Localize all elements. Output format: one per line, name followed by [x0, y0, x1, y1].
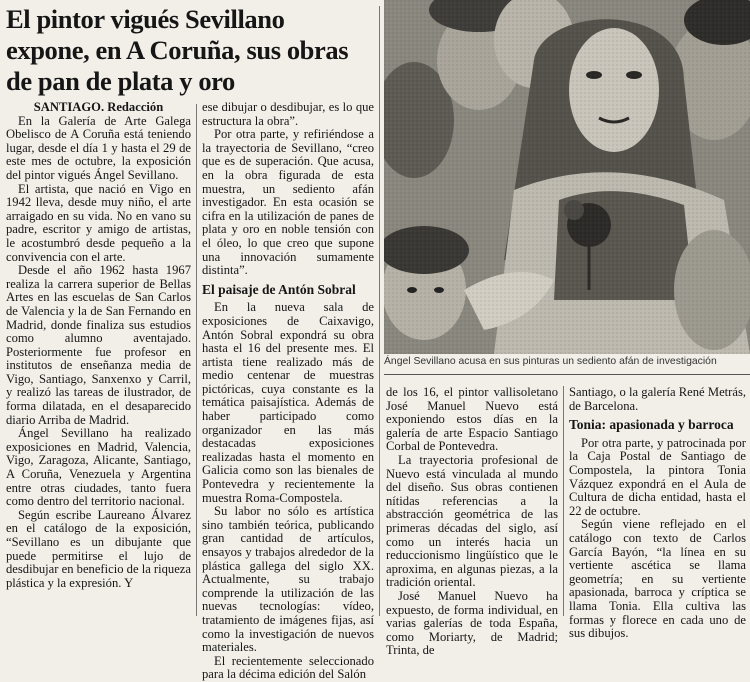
- paragraph: de los 16, el pintor vallisoletano José Manuel Nuevo está exponiendo estos días en la galería de arte Espacio Santiago Corbal de Pontevedra.: [386, 385, 558, 454]
- photo-caption: Ángel Sevillano acusa en sus pinturas un sediento afán de investigación: [384, 356, 717, 367]
- paragraph: Santiago, o la galería René Metrás, de Barcelona.: [569, 385, 746, 413]
- paragraph: Según escribe Laureano Álvarez en el catálogo de la exposición, “Sevillano es un dibujante que puede permitirse el lujo de desdibujar en beneficio de la riqueza plástica y la expresión. Y: [6, 507, 191, 590]
- paragraph: Ángel Sevillano ha realizado exposiciones en Madrid, Valencia, Vigo, Zaragoza, Alicante, Santiago, A Coruña, Venezuela y Argentina entre otras ciudades, tanto fuera como dentro del territorio nacional.: [6, 426, 191, 509]
- column-4: [569, 386, 746, 641]
- paragraph: El recientemente seleccionado para la décima edición del Salón: [202, 653, 374, 682]
- column-2: [202, 101, 374, 682]
- paragraph: José Manuel Nuevo ha expuesto, de forma individual, en varias galerías de toda España, como Moriarty, de Madrid; Trinta, de: [386, 588, 558, 658]
- paragraph: En la nueva sala de exposiciones de Caixavigo, Antón Sobral expondrá su obra hasta el 16 del presente mes. El artista tiene realizado más de medio centenar de muestras pictóricas, cuya constante es la temática paisajística. Además de haber participado como organizador en las más destacadas exposiciones realizadas hasta el momento en Galicia como son las bienales de Pontevedra y recientemente la muestra Roma-Compostela.: [202, 300, 374, 505]
- column-3: [386, 386, 558, 658]
- subheading: El paisaje de Antón Sobral: [202, 281, 356, 297]
- headline: El pintor vigués Sevillano expone, en A Coruña, sus obras de pan de plata y oro: [6, 4, 349, 96]
- paragraph: Desde el año 1962 hasta 1967 realiza la carrera superior de Bellas Artes en las escuelas de San Carlos de Valencia y la de San Fernando en Madrid, donde finaliza sus estudios como alumno aventajado. Posteriormente fue profesor en institutos de enseñanza media de Vigo, Santiago, Sanxenxo y Carril, y realizó las tareas de ilustrador, de forma dilatada, en el desaparecido diario Arriba de Madrid.: [6, 263, 191, 427]
- photo-rule: [384, 374, 750, 375]
- paragraph: Según viene reflejado en el catálogo con texto de Carlos García Bayón, “la línea en su vertiente ascética se llama geometría; en su vertiente apasionada, barroca y críptica se llama Tonia. Ella cultiva las formas y florece en cada uno de sus dibujos.: [569, 517, 746, 641]
- painting-image: [384, 0, 750, 354]
- paragraph: Por otra parte, y patrocinada por la Caja Postal de Santiago de Compostela, la pintora Tonia Vázquez expondrá en el Aula de Cultura de dicha entidad, hasta el 22 de octubre.: [569, 435, 746, 518]
- subheading: Tonia: apasionada y barroca: [569, 417, 734, 433]
- byline: SANTIAGO. Redacción: [33, 100, 164, 114]
- paragraph: El artista, que nació en Vigo en 1942 lleva, desde muy niño, el arte arraigado en su vida. No en vano su padre, escritor y amigo de artistas, le acostumbró desde pequeño a la convivencia con el arte.: [6, 181, 191, 264]
- paragraph: Su labor no sólo es artística sino también teórica, publicando gran cantidad de artículos, ensayos y trabajos alrededor de la plástica gallega del siglo XX. Actualmente, su trabajo comprende la utilización de las nuevas tecnologías: vídeo, tratamiento de imágenes fijas, así como la investigación de nuevos materiales.: [202, 504, 374, 655]
- column-divider: [196, 104, 197, 616]
- paragraph: Por otra parte, y refiriéndose a la trayectoria de Sevillano, “creo que es de superación. Que acusa, en la obra figurada de esta muestra, un sediento afán investigador. En esta ocasión se cifra en la utilización de panes de plata y oro en noble tensión con el óleo, lo que creo que supone una innovación sumamente distinta”.: [202, 127, 374, 278]
- column-divider: [379, 6, 380, 616]
- column-1: [6, 101, 191, 590]
- painting-photo: [384, 0, 750, 354]
- column-divider: [563, 386, 564, 616]
- paragraph: En la Galería de Arte Galega Obelisco de A Coruña está teniendo lugar, desde el día 1 y hasta el 29 de este mes de octubre, la exposición del pintor vigués Ángel Sevillano.: [6, 113, 191, 182]
- paragraph: ese dibujar o desdibujar, es lo que estructura la obra”.: [202, 100, 374, 128]
- paragraph: La trayectoria profesional de Nuevo está vinculada al mundo del diseño. Sus obras contienen nítidas referencias a la abstracción geométrica de las primeras décadas del siglo, así como un interés hacia un reduccionismo lingüístico que le aproxima, en algunas piezas, a la tradición oriental.: [386, 452, 558, 590]
